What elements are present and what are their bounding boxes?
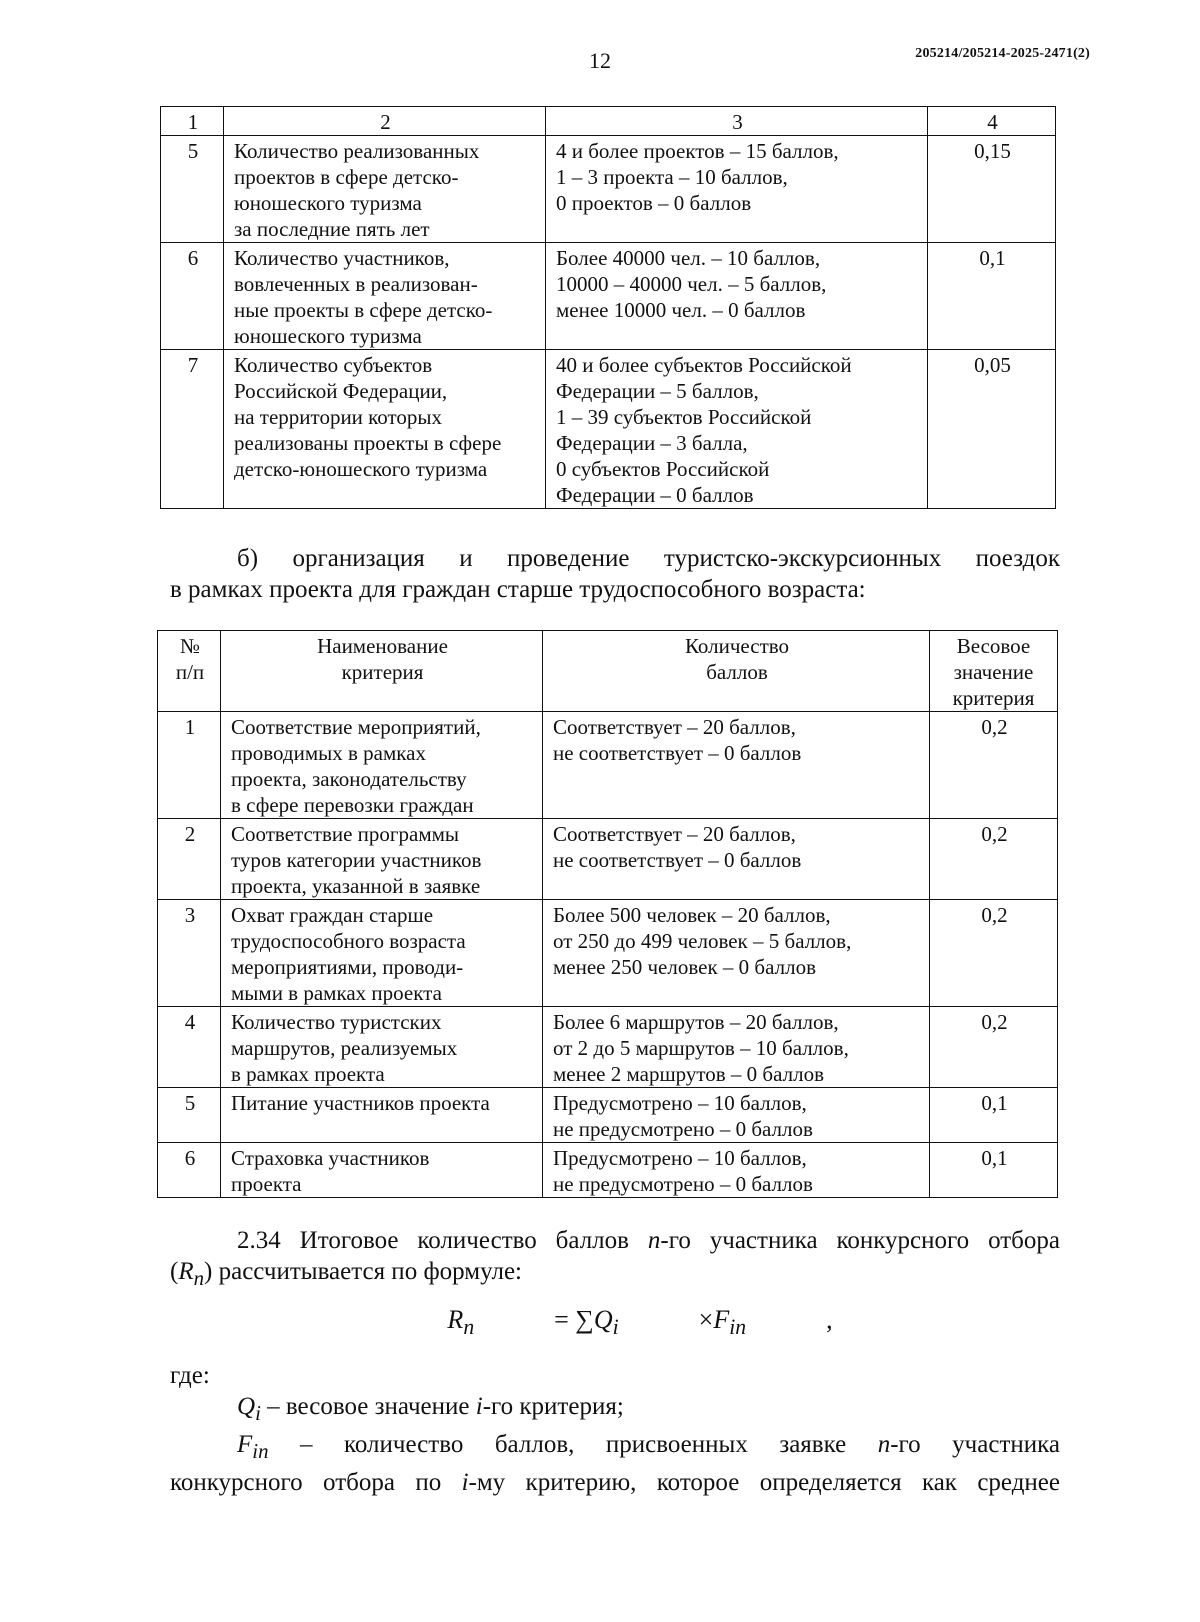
header-cell: 1 <box>161 107 224 136</box>
row-number: 3 <box>158 900 221 1007</box>
row-number: 6 <box>158 1143 221 1198</box>
criterion-line: Питание участников проекта <box>231 1091 490 1115</box>
criteria-table-b <box>157 630 1058 1198</box>
formula-in: in <box>729 1315 747 1340</box>
header-line: № <box>179 634 201 658</box>
criterion-cell <box>224 243 546 350</box>
section-b-line: в рамках проекта для граждан старше трудоспособного возраста: <box>170 576 866 603</box>
points-cell <box>543 1007 930 1088</box>
def-text: конкурсного отбора по <box>170 1469 462 1496</box>
clause-line <box>170 1256 1060 1294</box>
points-line: 1 – 39 субъектов Российской <box>556 405 812 429</box>
weight-cell: 0,05 <box>928 350 1056 509</box>
points-cell <box>543 1088 930 1143</box>
definition-q <box>170 1391 1060 1429</box>
def-n: n <box>877 1431 891 1458</box>
points-line: не соответствует – 0 баллов <box>553 741 802 765</box>
points-line: не соответствует – 0 баллов <box>553 848 802 872</box>
criteria-table-continued <box>160 106 1056 509</box>
header-line: значение <box>953 660 1034 684</box>
points-line: не предусмотрено – 0 баллов <box>553 1117 813 1141</box>
criterion-line: Соответствие программы <box>231 822 460 846</box>
formula-F: F <box>713 1305 730 1334</box>
section-b-heading <box>170 543 1060 605</box>
criterion-line: Соответствие мероприятий, <box>231 715 481 739</box>
header-cell: 3 <box>546 107 928 136</box>
table-row <box>161 243 1056 350</box>
points-line: менее 250 человек – 0 баллов <box>553 955 816 979</box>
points-line: от 2 до 5 маршрутов – 10 баллов, <box>553 1036 849 1060</box>
points-line: Более 6 маршрутов – 20 баллов, <box>553 1010 839 1034</box>
weight-cell: 0,2 <box>930 1007 1058 1088</box>
header-line: критерия <box>952 686 1035 710</box>
weight-cell: 0,2 <box>930 712 1058 819</box>
where-label: где: <box>170 1362 210 1389</box>
points-line: не предусмотрено – 0 баллов <box>553 1172 813 1196</box>
header-cell: 4 <box>928 107 1056 136</box>
header-line: п/п <box>175 660 205 684</box>
weight-cell: 0,15 <box>928 136 1056 243</box>
column-number-row <box>161 107 1056 136</box>
criterion-cell <box>221 712 543 819</box>
formula-n: n <box>463 1315 475 1340</box>
paren: ( <box>170 1258 179 1285</box>
points-line: менее 2 маршрутов – 0 баллов <box>553 1062 824 1086</box>
formula-times: × <box>698 1305 714 1334</box>
points-line: 1 – 3 проекта – 10 баллов, <box>556 165 788 189</box>
definitions <box>170 1360 1060 1498</box>
criterion-line: ные проекты в сфере детско- <box>234 298 493 322</box>
table-row <box>158 819 1058 900</box>
table-row <box>158 900 1058 1007</box>
definition-f-cont <box>170 1467 1060 1498</box>
criterion-line: реализованы проекты в сфере <box>234 431 502 455</box>
criterion-line: Страховка участников <box>231 1146 430 1170</box>
criterion-line: вовлеченных в реализован- <box>234 272 478 296</box>
points-line: менее 10000 чел. – 0 баллов <box>556 298 806 322</box>
formula-i: i <box>612 1315 619 1340</box>
def-F-in: in <box>252 1439 269 1463</box>
criterion-line: за последние пять лет <box>234 217 430 241</box>
criterion-line: трудоспособного возраста <box>231 929 466 953</box>
criterion-line: на территории которых <box>234 405 443 429</box>
page-number: 12 <box>589 48 611 73</box>
weight-cell: 0,1 <box>930 1143 1058 1198</box>
criterion-line: мероприятиями, проводи- <box>231 955 464 979</box>
header-line: Весовое <box>956 634 1031 658</box>
def-i: i <box>461 1469 469 1496</box>
points-cell <box>543 819 930 900</box>
formula <box>0 1305 1200 1340</box>
document-code: 205214/205214-2025-2471(2) <box>915 46 1090 61</box>
clause-text: ) рассчитывается по формуле: <box>204 1258 522 1285</box>
criterion-line: проекта, указанной в заявке <box>231 874 481 898</box>
criterion-cell <box>221 1143 543 1198</box>
row-number: 6 <box>161 243 224 350</box>
def-F: F <box>237 1431 253 1458</box>
clause-text: 2.34 Итоговое количество баллов <box>237 1227 648 1254</box>
row-number: 5 <box>161 136 224 243</box>
points-line: 10000 – 40000 чел. – 5 баллов, <box>556 272 827 296</box>
points-line: 40 и более субъектов Российской <box>556 353 852 377</box>
weight-cell: 0,2 <box>930 900 1058 1007</box>
def-text: -го критерия; <box>482 1393 624 1420</box>
criterion-cell <box>224 136 546 243</box>
clause-2-34 <box>170 1225 1060 1294</box>
def-i: i <box>475 1393 483 1420</box>
header-name <box>221 631 543 712</box>
points-line: 0 проектов – 0 баллов <box>556 191 752 215</box>
criterion-line: проводимых в рамках <box>231 741 426 765</box>
row-number: 2 <box>158 819 221 900</box>
points-line: 4 и более проектов – 15 баллов, <box>556 139 839 163</box>
formula-comma: , <box>826 1305 833 1334</box>
clause-text: -го участника конкурсного отбора <box>660 1227 1060 1254</box>
criterion-line: Охват граждан старше <box>231 903 434 927</box>
row-number: 1 <box>158 712 221 819</box>
def-text: – весовое значение <box>260 1393 476 1420</box>
criterion-cell <box>221 819 543 900</box>
points-line: Федерации – 5 баллов, <box>556 379 759 403</box>
weight-cell: 0,1 <box>930 1088 1058 1143</box>
criterion-line: Количество субъектов <box>234 353 433 377</box>
points-line: Соответствует – 20 баллов, <box>553 822 796 846</box>
weight-cell: 0,1 <box>928 243 1056 350</box>
criterion-cell <box>221 900 543 1007</box>
points-cell <box>543 712 930 819</box>
table-row <box>158 1088 1058 1143</box>
formula-eq-sum: = ∑ <box>554 1305 594 1334</box>
criterion-cell <box>221 1007 543 1088</box>
points-line: Федерации – 0 баллов <box>556 483 754 507</box>
criterion-cell <box>224 350 546 509</box>
criterion-line: проекта <box>231 1172 302 1196</box>
points-line: от 250 до 499 человек – 5 баллов, <box>553 929 852 953</box>
definition-f <box>170 1429 1060 1467</box>
row-number: 4 <box>158 1007 221 1088</box>
criterion-line: проекта, законодательству <box>231 767 467 791</box>
points-cell <box>546 243 928 350</box>
points-cell <box>543 1143 930 1198</box>
def-Q: Q <box>237 1393 256 1420</box>
var-n: n <box>647 1227 661 1254</box>
table-row <box>158 1143 1058 1198</box>
table-header-row <box>158 631 1058 712</box>
criterion-line: Российской Федерации, <box>234 379 448 403</box>
criterion-line: юношеского туризма <box>234 191 422 215</box>
criterion-line: туров категории участников <box>231 848 482 872</box>
points-line: 0 субъектов Российской <box>556 457 770 481</box>
criterion-line: проектов в сфере детско- <box>234 165 459 189</box>
points-line: Соответствует – 20 баллов, <box>553 715 796 739</box>
criterion-line: Количество туристских <box>231 1010 442 1034</box>
def-text: – количество баллов, присвоенных заявке <box>268 1431 878 1458</box>
points-cell <box>546 350 928 509</box>
criterion-line: маршрутов, реализуемых <box>231 1036 458 1060</box>
def-text: -му критерию, которое определяется как среднее <box>468 1469 1060 1496</box>
def-Q-i: i <box>255 1401 261 1425</box>
points-cell <box>543 900 930 1007</box>
header-line: Количество <box>684 634 790 658</box>
criterion-line: детско-юношеского туризма <box>234 457 488 481</box>
section-b-line: б) организация и проведение туристско-экскурсионных поездок <box>237 545 1060 572</box>
table-row <box>161 136 1056 243</box>
var-R: R <box>178 1258 194 1285</box>
criterion-line: в рамках проекта <box>231 1062 385 1086</box>
row-number: 5 <box>158 1088 221 1143</box>
points-line: Федерации – 3 балла, <box>556 431 748 455</box>
criterion-line: юношеского туризма <box>234 324 422 348</box>
points-line: Более 500 человек – 20 баллов, <box>553 903 831 927</box>
formula-expression <box>447 1305 832 1340</box>
table-row <box>158 1007 1058 1088</box>
table-row <box>161 350 1056 509</box>
header-weight <box>930 631 1058 712</box>
header-cell: 2 <box>224 107 546 136</box>
clause-line <box>170 1225 1060 1256</box>
criterion-line: Количество участников, <box>234 246 450 270</box>
header-line: критерия <box>341 660 424 684</box>
def-text: -го участника <box>890 1431 1060 1458</box>
header-points <box>543 631 930 712</box>
row-number: 7 <box>161 350 224 509</box>
header-line: баллов <box>706 660 768 684</box>
points-cell <box>546 136 928 243</box>
header-line: Наименование <box>317 634 448 658</box>
table-row <box>158 712 1058 819</box>
var-n-sub: n <box>193 1266 205 1290</box>
criterion-line: в сфере перевозки граждан <box>231 793 474 817</box>
weight-cell: 0,2 <box>930 819 1058 900</box>
points-line: Более 40000 чел. – 10 баллов, <box>556 246 821 270</box>
header-number <box>158 631 221 712</box>
criterion-cell <box>221 1088 543 1143</box>
formula-Q: Q <box>593 1305 613 1334</box>
criterion-line: мыми в рамках проекта <box>231 981 442 1005</box>
formula-R: R <box>447 1305 464 1334</box>
points-line: Предусмотрено – 10 баллов, <box>553 1146 807 1170</box>
points-line: Предусмотрено – 10 баллов, <box>553 1091 807 1115</box>
criterion-line: Количество реализованных <box>234 139 480 163</box>
